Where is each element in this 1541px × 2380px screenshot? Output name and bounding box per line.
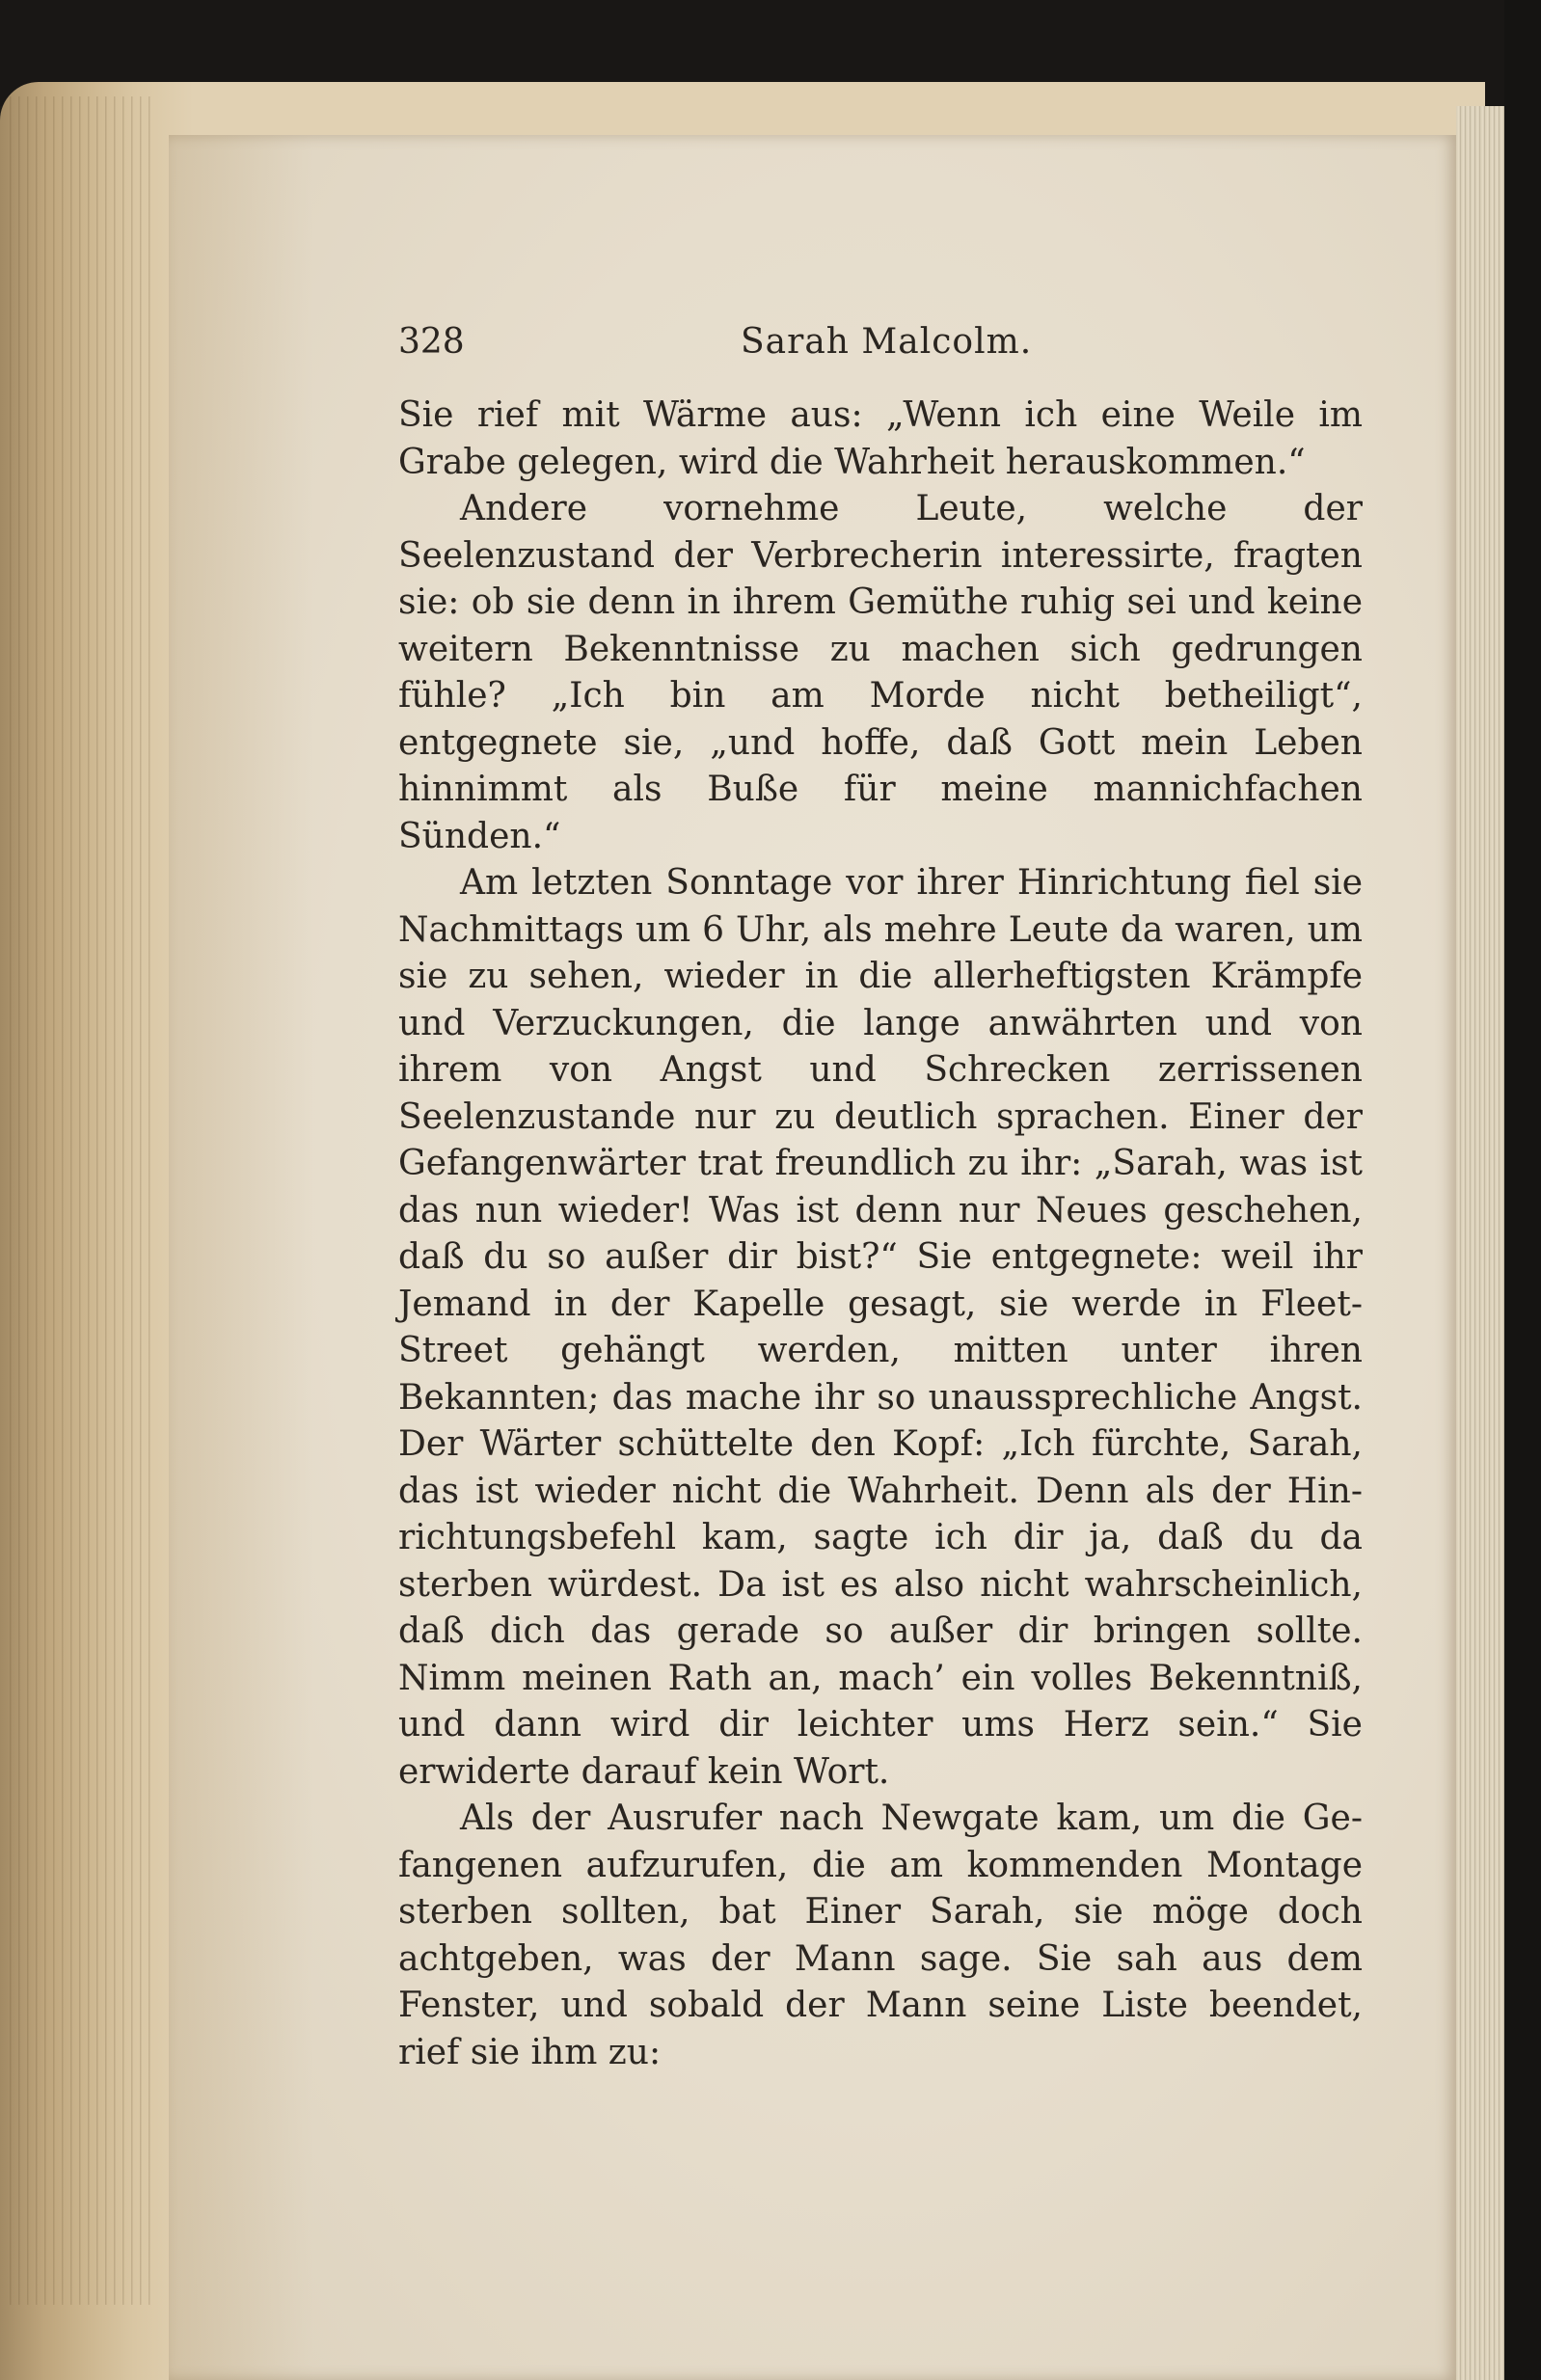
page-number: 328 [398, 322, 465, 362]
page-edge-texture [10, 96, 154, 2305]
paragraph-4: Als der Ausrufer nach Newgate kam, um die Gefangenen aufzurufen, die am kommenden Montage sterben sollten, bat Einer Sarah, sie möge doch achtgeben, was der Mann sage. Sie sah aus dem Fenster, und sobald der Mann seine Liste beendet, rief sie ihm zu: [398, 1799, 1363, 2072]
paragraph-3: Am letzten Sonntage vor ihrer Hinrichtung fiel sie Nachmittags um 6 Uhr, als mehre Leute da waren, um sie zu sehen, wieder in die allerheftigsten Krämpfe und Verzuckungen, die lange anwährten und von ihrem von Angst und Schrecken zerrissenen Seelenzustande nur zu deutlich sprachen. Einer der Gefangenwärter trat freundlich zu ihr: „Sarah, was ist das nun wieder! Was ist denn nur Neues geschehen, daß du so außer dir bist?“ Sie entgegnete: weil ihr Jemand in der Kapelle gesagt, sie werde in Fleet-Street gehängt werden, mitten unter ihren Bekannten; das mache ihr so unaussprechliche Angst. Der Wärter schüttelte den Kopf: „Ich fürchte, Sarah, das ist wieder nicht die Wahrheit. Denn als der Hinrichtungsbefehl kam, sagte ich dir ja, daß du da sterben würdest. Da ist es also nicht wahrscheinlich, daß dich das gerade so außer dir bringen sollte. Nimm meinen Rath an, mach’ ein volles Bekenntniß, und dann wird dir leichter ums Herz sein.“ Sie erwiderte darauf kein Wort. [398, 863, 1363, 1792]
running-head: Sarah Malcolm. [741, 322, 1033, 362]
page-header [230, 313, 1348, 371]
background-right [1504, 0, 1541, 2380]
paragraph-1: Sie rief mit Wärme aus: „Wenn ich eine Weile im Grabe gelegen, wird die Wahrheit herauskommen.“ [398, 395, 1363, 482]
page-content [230, 313, 1363, 2072]
body-text [398, 392, 1363, 2076]
paragraph-2: Andere vornehme Leute, welche der Seelenzustand der Verbrecherin interessirte, fragten sie: ob sie denn in ihrem Gemüthe ruhig sei und keine weitern Bekenntnisse zu machen sich gedrungen fühle? „Ich bin am Morde nicht betheiligt“, entgegnete sie, „und hoffe, daß Gott mein Leben hinnimmt als Buße für meine mannichfachen Sünden.“ [398, 489, 1363, 856]
